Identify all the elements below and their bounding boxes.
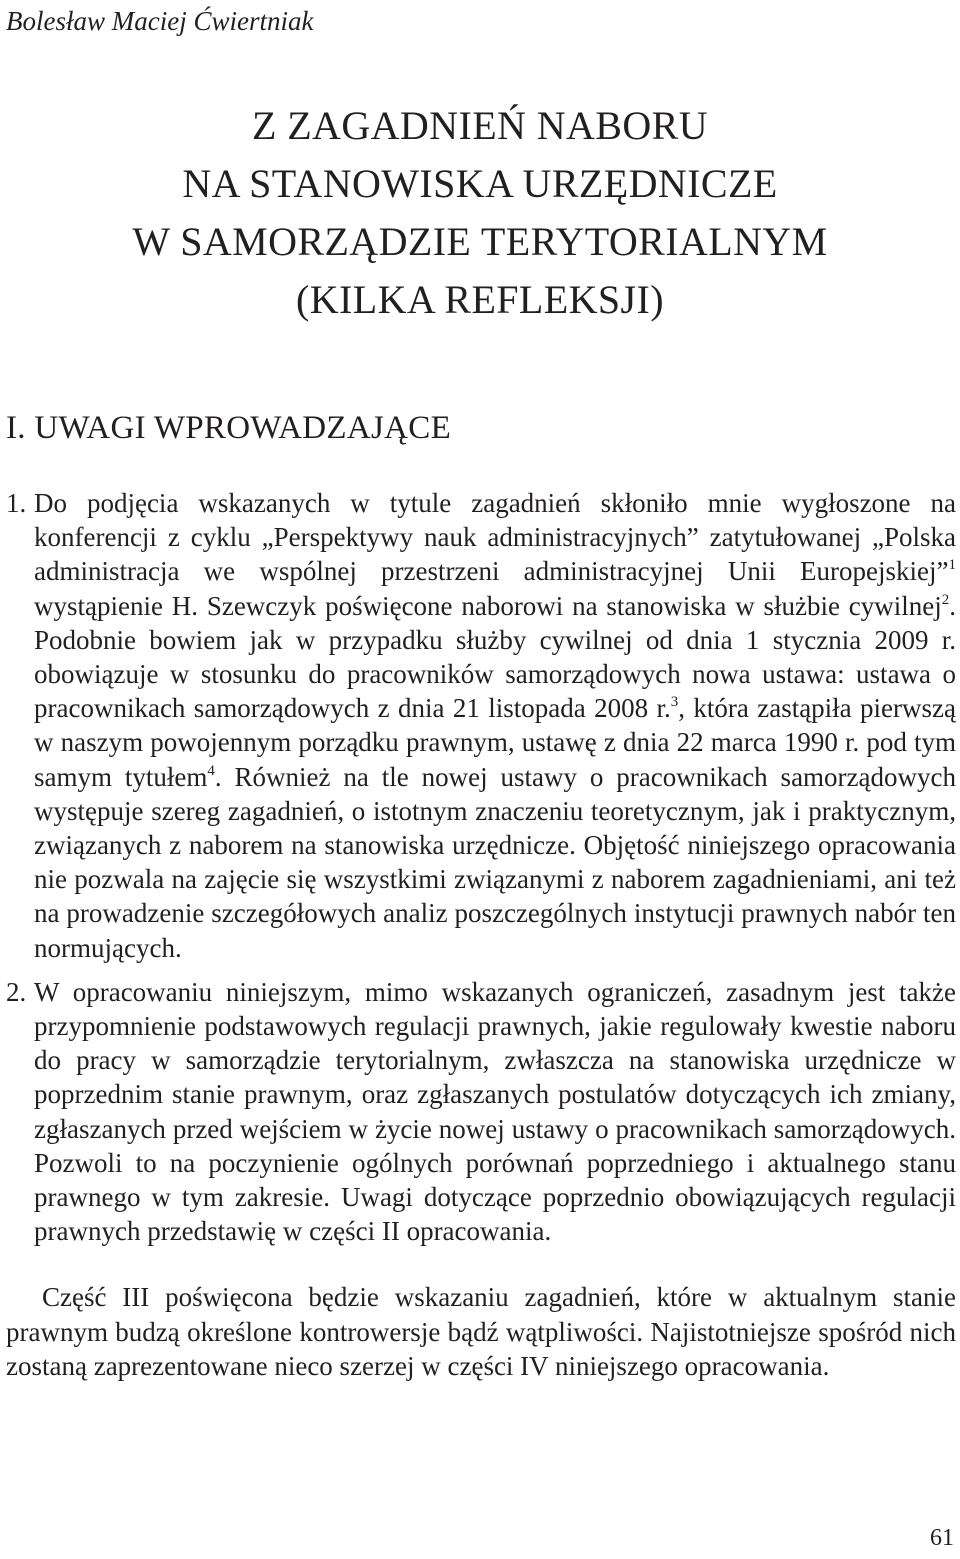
title-line: Z ZAGADNIEŃ NABORU [251, 103, 709, 148]
article-title [0, 97, 960, 329]
page-number: 61 [930, 1525, 954, 1551]
paragraph-text: . Również na tle nowej ustawy o pracownikach samorządowych występuje szereg zagadnień, o istotnym znaczeniu teoretycznym, jak i praktycznym, związanych z naborem na stanowiska urzędnicze. Objętość niniejszego opracowania nie pozwala na zajęcie się wszystkimi związanymi z naborem zagadnieniami, ani też na prowadzenie szczegółowych analiz poszczególnych instytucji prawnych nabór ten normujących. [34, 761, 956, 963]
paragraph-number: 2. [6, 976, 27, 1007]
footnote-ref-4[interactable]: 4 [207, 762, 215, 779]
footnote-ref-3[interactable]: 3 [670, 694, 679, 711]
footnote-ref-2[interactable]: 2 [941, 591, 950, 608]
paragraph-text: . Podobnie bowiem jak w przypadku służby cywilnej od dnia 1 stycznia 2009 r. obowiązuje w stosunku do pracowników samorządowych nowa ustawa: ustawa o pracownikach samorządowych z dnia 21 listopada 2008 r. [34, 590, 956, 724]
paragraph-text: W opracowaniu niniejszym, mimo wskazanych ograniczeń, zasadnym jest także przypomnienie podstawowych regulacji prawnych, jakie regulowały kwestie naboru do pracy w samorządzie terytorialnym, zwłaszcza na stanowiska urzędnicze w poprzednim stanie prawnym, oraz zgłaszanych postulatów dotyczących ich zmiany, zgłaszanych przed wejściem w życie nowej ustawy o pracownikach samorządowych. Pozwoli to na poczynienie ogólnych porównań poprzedniego i aktualnego stanu prawnego w tym zakresie. Uwagi dotyczące poprzednio obowiązujących regulacji prawnych przedstawię w części II opracowania. [34, 976, 956, 1247]
paragraph-text: , która zastąpiła pierwszą w naszym powojennym porządku prawnym, ustawę z dnia 22 marca 1990 r. pod tym samym tytułem [34, 693, 957, 792]
paragraph-number: 1. [6, 488, 27, 518]
section-heading: I. UWAGI WPROWADZAJĄCE [6, 410, 452, 446]
paragraph-3 [6, 1280, 956, 1383]
title-line: W SAMORZĄDZIE TERYTORIALNYM [132, 219, 828, 264]
title-line: (KILKA REFLEKSJI) [296, 277, 664, 322]
paragraph-text: wystąpienie H. Szewczyk poświęcone naborowi na stanowiska w służbie cywilnej [34, 590, 942, 621]
paragraph-text: Część III poświęcona będzie wskazaniu zagadnień, które w aktualnym stanie prawnym budzą określone kontrowersje bądź wątpliwości. Najistotniejsze spośród nich zostaną zaprezentowane nieco szerzej w części IV niniejszego opracowania. [6, 1282, 956, 1381]
footnote-ref-1[interactable]: 1 [948, 557, 956, 574]
paragraph-2 [6, 975, 956, 1249]
article-body [6, 486, 956, 1383]
title-line: NA STANOWISKA URZĘDNICZE [182, 161, 778, 206]
paragraph-text: Do podjęcia wskazanych w tytule zagadnień skłoniło mnie wygłoszone na konferencji z cyklu „Perspektywy nauk administracyjnych” zatytułowanej „Polska administracja we wspólnej przestrzeni administracyjnej Unii Europejskiej” [34, 488, 956, 587]
running-header-author: Bolesław Maciej Ćwiertniak [6, 6, 314, 36]
paragraph-1 [6, 486, 956, 965]
